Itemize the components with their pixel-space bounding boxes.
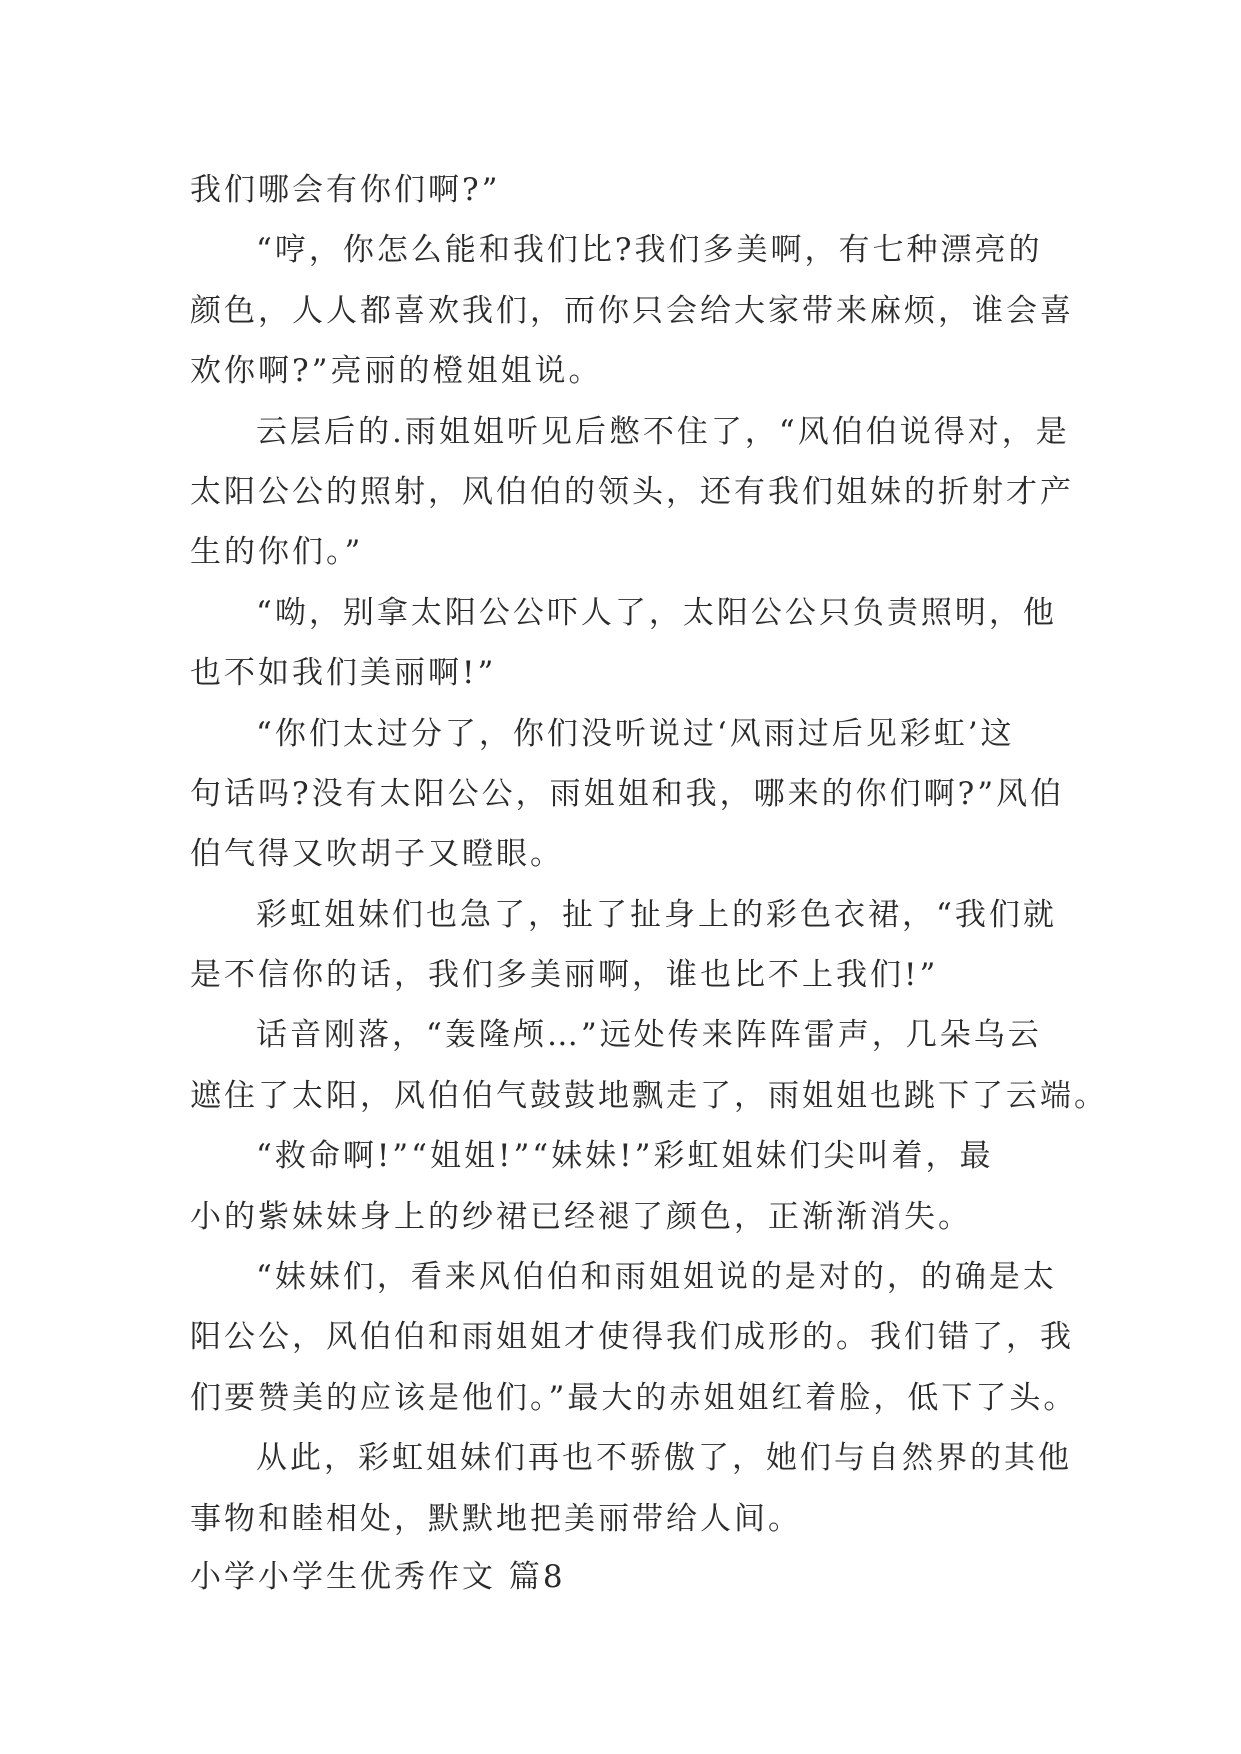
text-line: 生的你们。”	[190, 534, 364, 571]
text-line: 事物和睦相处，默默地把美丽带给人间。	[190, 1500, 802, 1537]
text-line: 也不如我们美丽啊!”	[190, 655, 497, 692]
text-line: 们要赞美的应该是他们。”最大的赤姐姐红着脸，低下了头。	[190, 1379, 1078, 1416]
section-heading: 小学小学生优秀作文 篇8	[190, 1558, 566, 1595]
text-line: 从此，彩虹姐妹们再也不骄傲了，她们与自然界的其他	[256, 1440, 1072, 1477]
text-line: 话音刚落，“轰隆颅…”远处传来阵阵雷声，几朵乌云	[256, 1017, 1042, 1054]
text-line: 欢你啊?”亮丽的橙姐姐说。	[190, 353, 603, 390]
text-line: “救命啊!”“姐姐!”“妹妹!”彩虹姐妹们尖叫着，最	[256, 1138, 994, 1175]
text-line: “你们太过分了，你们没听说过‘风雨过后见彩虹’这	[256, 715, 1015, 752]
text-line: 颜色，人人都喜欢我们，而你只会给大家带来麻烦，谁会喜	[190, 292, 1074, 329]
text-line: 彩虹姐妹们也急了，扯了扯身上的彩色衣裙，“我们就	[256, 896, 1057, 933]
text-line: 句话吗?没有太阳公公，雨姐姐和我，哪来的你们啊?”风伯	[190, 775, 1065, 812]
text-line: 太阳公公的照射，风伯伯的领头，还有我们姐妹的折射才产	[190, 473, 1074, 510]
text-line: 是不信你的话，我们多美丽啊，谁也比不上我们!”	[190, 957, 939, 994]
text-line: 遮住了太阳，风伯伯气鼓鼓地飘走了，雨姐姐也跳下了云端。	[190, 1077, 1108, 1114]
text-line: 伯气得又吹胡子又瞪眼。	[190, 836, 564, 873]
text-line: “哼，你怎么能和我们比?我们多美啊，有七种漂亮的	[256, 232, 1043, 269]
essay-body	[190, 160, 1108, 1605]
text-line: 我们哪会有你们啊?”	[190, 172, 501, 208]
text-line: “呦，别拿太阳公公吓人了，太阳公公只负责照明，他	[256, 594, 1057, 631]
text-line: 小的紫妹妹身上的纱裙已经褪了颜色，正渐渐消失。	[190, 1198, 972, 1235]
text-line: “妹妹们，看来风伯伯和雨姐姐说的是对的，的确是太	[256, 1259, 1057, 1296]
text-line: 阳公公，风伯伯和雨姐姐才使得我们成形的。我们错了，我	[190, 1319, 1074, 1356]
text-line: 云层后的.雨姐姐听见后憋不住了，“风伯伯说得对，是	[256, 413, 1070, 450]
